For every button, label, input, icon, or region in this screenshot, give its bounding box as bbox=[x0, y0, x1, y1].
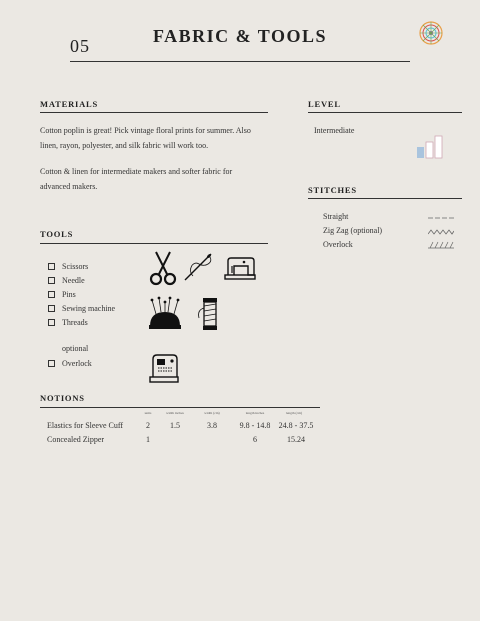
stitch-label-overlock: Overlock bbox=[323, 240, 353, 249]
tools-checklist bbox=[48, 259, 115, 329]
notion-width-in: 1.5 bbox=[170, 421, 180, 430]
level-divider bbox=[308, 112, 462, 113]
page-title: FABRIC & TOOLS bbox=[152, 26, 328, 46]
notions-heading: NOTIONS bbox=[40, 393, 85, 403]
col-header-units: units bbox=[144, 411, 152, 415]
thread-spool-icon bbox=[195, 296, 225, 332]
overlock-stitch-icon bbox=[428, 240, 454, 250]
notion-units: 2 bbox=[146, 421, 150, 430]
tools-divider bbox=[40, 243, 268, 244]
level-heading: LEVEL bbox=[308, 99, 341, 109]
notion-width-cm: 3.8 bbox=[207, 421, 217, 430]
col-header-length-in: length inches bbox=[245, 411, 265, 415]
notions-divider bbox=[40, 407, 320, 408]
stitches-divider bbox=[308, 198, 462, 199]
col-header-length-cm: length (cm) bbox=[285, 411, 303, 415]
page-number: 05 bbox=[70, 36, 90, 56]
zigzag-stitch-icon bbox=[428, 228, 454, 236]
checkbox[interactable] bbox=[48, 305, 55, 312]
notion-units: 1 bbox=[146, 435, 150, 444]
col-header-width-in: width inches bbox=[166, 411, 184, 415]
tools-heading: TOOLS bbox=[40, 229, 74, 239]
tool-item-pins: Pins bbox=[48, 287, 115, 301]
materials-paragraph-2: Cotton & linen for intermediate makers and softer fabric for advanced makers. bbox=[40, 167, 233, 191]
tool-item-needle: Needle bbox=[48, 273, 115, 287]
checkbox[interactable] bbox=[48, 277, 55, 284]
checkbox[interactable] bbox=[48, 291, 55, 298]
header-divider bbox=[70, 61, 410, 62]
level-value: Intermediate bbox=[314, 126, 355, 135]
scissors-icon bbox=[148, 250, 178, 286]
tool-item-scissors: Scissors bbox=[48, 259, 115, 273]
materials-paragraph-1: Cotton poplin is great! Pick vintage floral prints for summer. Also linen, rayon, polyester, and silk fabric will work too. bbox=[40, 126, 251, 150]
needle-thread-icon bbox=[181, 250, 215, 284]
overlock-machine-icon bbox=[147, 351, 181, 385]
optional-label: optional bbox=[62, 344, 89, 353]
mandala-logo-icon bbox=[418, 20, 444, 46]
stitches-heading: STITCHES bbox=[308, 185, 357, 195]
straight-stitch-icon bbox=[428, 215, 454, 221]
notion-name: Concealed Zipper bbox=[47, 435, 105, 444]
tool-item-sewing-machine: Sewing machine bbox=[48, 301, 115, 315]
col-header-width-cm: width (cm) bbox=[204, 411, 220, 415]
level-bars-icon bbox=[416, 135, 444, 159]
stitch-label-zigzag: Zig Zag (optional) bbox=[323, 226, 383, 235]
tool-item-threads: Threads bbox=[48, 315, 115, 329]
notion-length-cm: 15.24 bbox=[287, 435, 305, 444]
materials-heading: MATERIALS bbox=[40, 99, 99, 109]
pincushion-icon bbox=[146, 296, 184, 332]
checkbox[interactable] bbox=[48, 360, 55, 367]
checkbox[interactable] bbox=[48, 319, 55, 326]
notion-name: Elastics for Sleeve Cuff bbox=[47, 421, 124, 430]
optional-checklist bbox=[48, 356, 92, 370]
notion-length-in: 9.8 - 14.8 bbox=[239, 421, 271, 430]
sewing-machine-icon bbox=[223, 255, 257, 281]
notion-length-cm: 24.8 - 37.5 bbox=[278, 421, 314, 430]
checkbox[interactable] bbox=[48, 263, 55, 270]
materials-divider bbox=[40, 112, 268, 113]
stitch-label-straight: Straight bbox=[323, 212, 349, 221]
notion-length-in: 6 bbox=[253, 435, 257, 444]
tool-item-overlock: Overlock bbox=[48, 356, 92, 370]
